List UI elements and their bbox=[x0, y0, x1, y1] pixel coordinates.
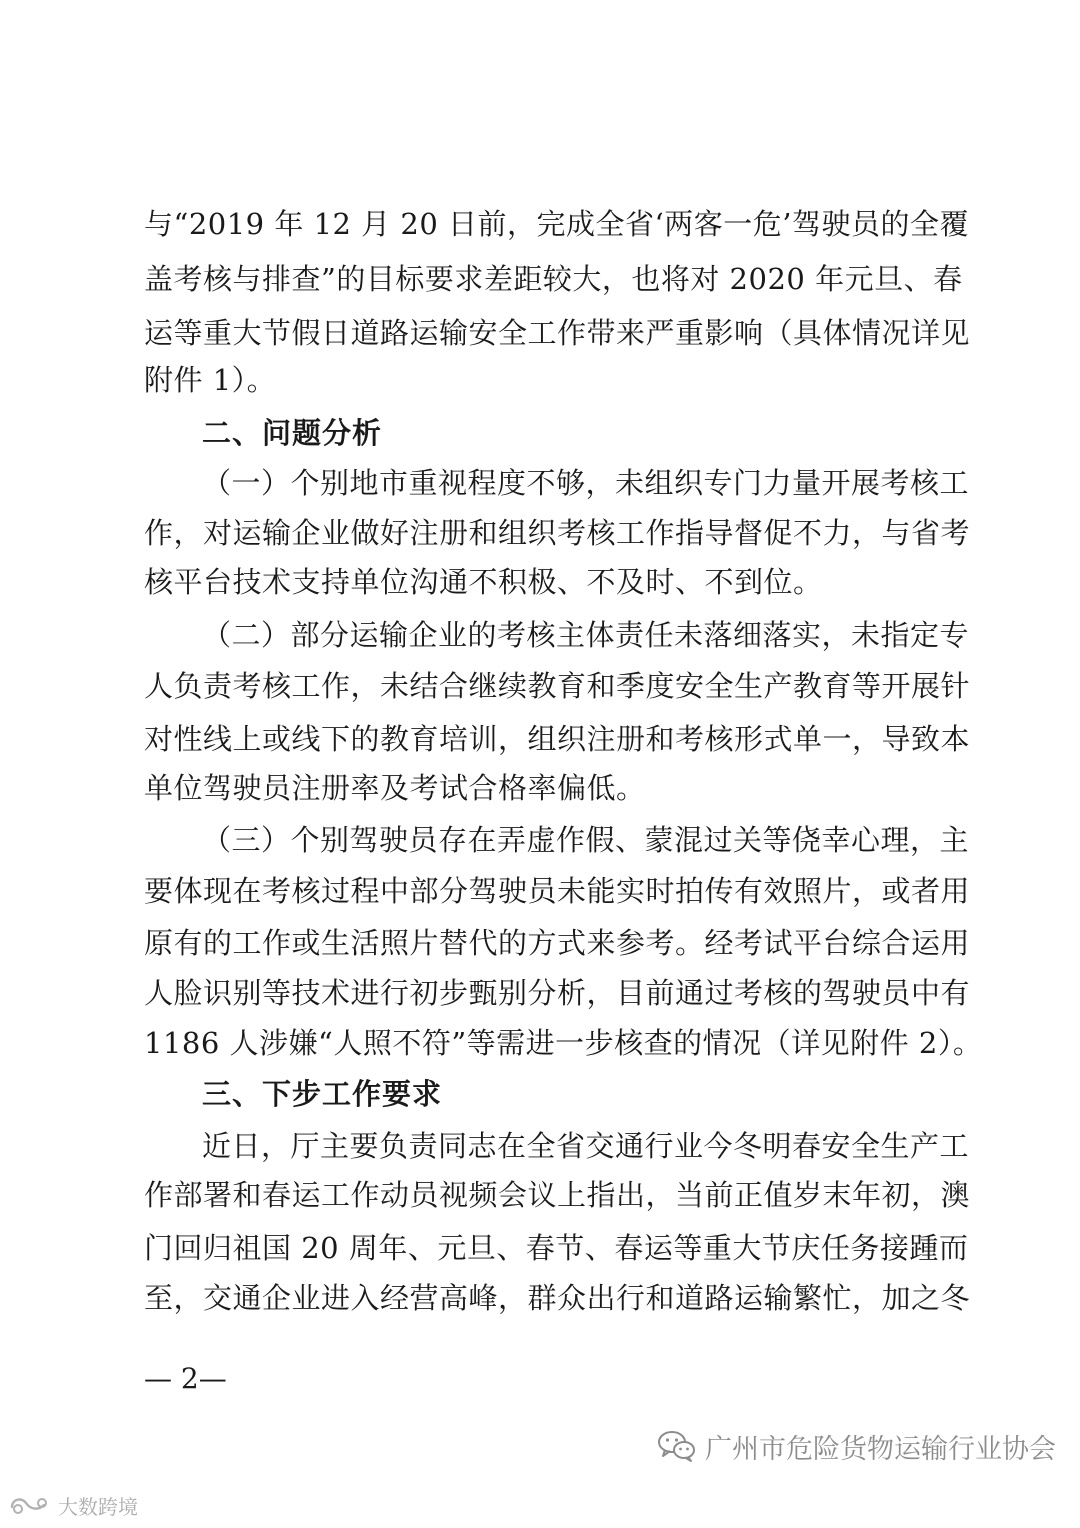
body-line: 作部署和春运工作动员视频会议上指出，当前正值岁末年初，澳 bbox=[144, 1178, 971, 1212]
body-line: 作，对运输企业做好注册和组织考核工作指导督促不力，与省考 bbox=[144, 516, 971, 550]
section-heading-next-steps: 三、下步工作要求 bbox=[202, 1077, 443, 1111]
wechat-icon bbox=[657, 1429, 697, 1463]
body-line: （三）个别驾驶员存在弄虚作假、蒙混过关等侥幸心理，主 bbox=[202, 823, 970, 857]
page-number: — 2— bbox=[144, 1362, 227, 1395]
body-line: （一）个别地市重视程度不够，未组织专门力量开展考核工 bbox=[202, 466, 970, 500]
watermark bbox=[8, 1490, 138, 1520]
body-line: 至，交通企业进入经营高峰，群众出行和道路运输繁忙，加之冬 bbox=[144, 1281, 971, 1315]
wechat-account-mark bbox=[657, 1426, 1056, 1466]
body-line: 门回归祖国 20 周年、元旦、春节、春运等重大节庆任务接踵而 bbox=[144, 1231, 969, 1265]
body-line: 1186 人涉嫌“人照不符”等需进一步核查的情况（详见附件 2）。 bbox=[144, 1026, 983, 1060]
body-line: 单位驾驶员注册率及考试合格率偏低。 bbox=[144, 771, 646, 805]
body-line: 要体现在考核过程中部分驾驶员未能实时拍传有效照片，或者用 bbox=[144, 874, 971, 908]
wechat-account-name: 广州市危险货物运输行业协会 bbox=[705, 1433, 1056, 1465]
watermark-text: 大数跨境 bbox=[58, 1494, 138, 1519]
watermark-logo-icon bbox=[8, 1493, 52, 1517]
body-line: 盖考核与排查”的目标要求差距较大，也将对 2020 年元旦、春 bbox=[144, 262, 963, 296]
body-line: 对性线上或线下的教育培训，组织注册和考核形式单一，导致本 bbox=[144, 722, 971, 756]
body-line: 核平台技术支持单位沟通不积极、不及时、不到位。 bbox=[144, 565, 823, 599]
body-line: （二）部分运输企业的考核主体责任未落细落实，未指定专 bbox=[202, 618, 970, 652]
body-line: 人脸识别等技术进行初步甄别分析，目前通过考核的驾驶员中有 bbox=[144, 976, 971, 1010]
body-line: 附件 1）。 bbox=[144, 363, 277, 397]
body-line: 近日，厅主要负责同志在全省交通行业今冬明春安全生产工 bbox=[202, 1129, 970, 1163]
body-line: 与“2019 年 12 月 20 日前，完成全省‘两客一危’驾驶员的全覆 bbox=[144, 207, 969, 241]
body-line: 原有的工作或生活照片替代的方式来参考。经考试平台综合运用 bbox=[144, 926, 971, 960]
body-line: 人负责考核工作，未结合继续教育和季度安全生产教育等开展针 bbox=[144, 669, 971, 703]
body-line: 运等重大节假日道路运输安全工作带来严重影响（具体情况详见 bbox=[144, 316, 971, 350]
section-heading-problem-analysis: 二、问题分析 bbox=[202, 416, 383, 450]
